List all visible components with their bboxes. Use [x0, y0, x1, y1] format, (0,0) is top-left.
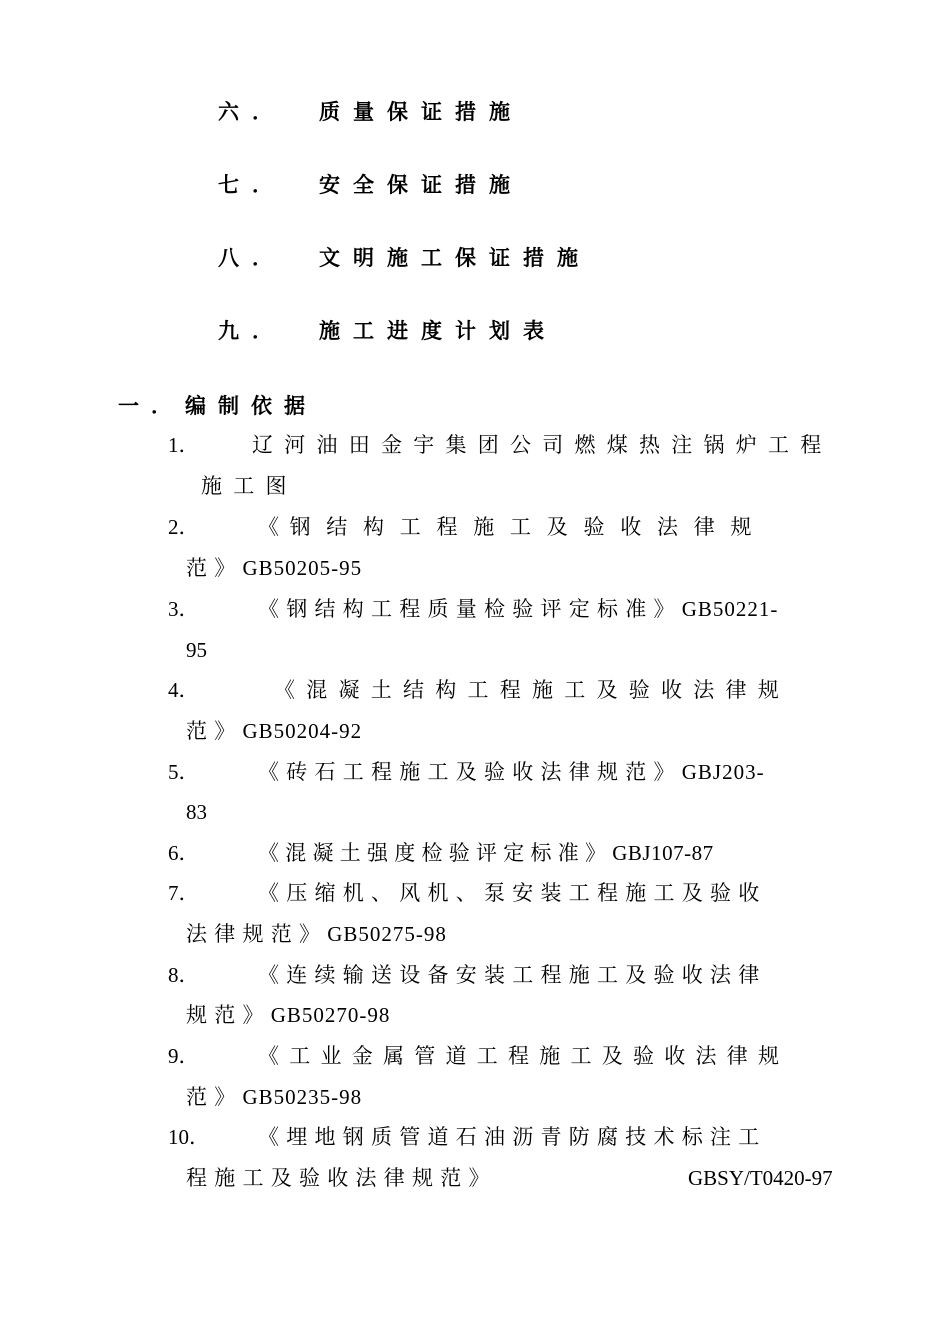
list-item-text-cont: 83 [186, 800, 207, 824]
list-item-text: 《 钢 结 构 工 程 施 工 及 验 收 法 律 规 [258, 515, 752, 539]
list-item-text: 《 混 凝 土 强 度 检 验 评 定 标 准 》 GBJ107-87 [258, 841, 714, 865]
list-item-text-cont: 范 》 GB50204-92 [186, 719, 363, 743]
list-item-text-cont: 施 工 图 [201, 474, 290, 498]
list-item-number: 5． [168, 760, 200, 784]
toc-number: 八． [218, 246, 286, 270]
toc-title: 文明施工保证措施 [319, 246, 591, 270]
list-item-text-cont: 规 范 》 GB50270-98 [186, 1003, 391, 1027]
list-item-text: 《 压 缩 机 、 风 机 、 泵 安 装 工 程 施 工 及 验 收 [258, 881, 761, 905]
section-title: 编制依据 [185, 394, 317, 418]
list-item-text: 《 工 业 金 属 管 道 工 程 施 工 及 验 收 法 律 规 [258, 1044, 782, 1068]
list-item-number: 2． [168, 515, 200, 539]
list-item-text-cont: 范 》 GB50205-95 [186, 556, 363, 580]
list-item-text-cont: 范 》 GB50235-98 [186, 1085, 363, 1109]
section-heading [118, 391, 317, 421]
list-item-number: 10． [168, 1125, 210, 1149]
list-item-text-cont: 95 [186, 638, 207, 662]
toc-title: 施工进度计划表 [319, 319, 557, 343]
list-item-number: 7． [168, 881, 200, 905]
section-number: 一． [118, 394, 184, 418]
list-item-number: 3． [168, 597, 200, 621]
list-item-code: GBSY/T0420-97 [688, 1166, 833, 1190]
toc-number: 九． [218, 319, 286, 343]
list-item-number: 8． [168, 963, 200, 987]
list-item-text: 《 混 凝 土 结 构 工 程 施 工 及 验 收 法 律 规 [274, 678, 782, 702]
toc-number: 六． [218, 100, 286, 124]
list-item-number: 1． [168, 433, 200, 457]
list-item-number: 4． [168, 678, 200, 702]
list-item-text: 《 埋 地 钢 质 管 道 石 油 沥 青 防 腐 技 术 标 注 工 [258, 1125, 761, 1149]
toc-number: 七． [218, 173, 286, 197]
list-item-text: 《 砖 石 工 程 施 工 及 验 收 法 律 规 范 》 GBJ203- [258, 760, 765, 784]
list-item-text: 《 连 续 输 送 设 备 安 装 工 程 施 工 及 验 收 法 律 [258, 963, 761, 987]
list-item-number: 6． [168, 841, 200, 865]
list-item-text: 辽 河 油 田 金 宇 集 团 公 司 燃 煤 热 注 锅 炉 工 程 [252, 433, 825, 457]
list-item-text-cont: 法 律 规 范 》 GB50275-98 [186, 922, 447, 946]
list-item-text-cont: 程 施 工 及 验 收 法 律 规 范 》 [186, 1166, 491, 1190]
list-item-number: 9． [168, 1044, 200, 1068]
toc-title: 安全保证措施 [319, 173, 523, 197]
list-item-text: 《 钢 结 构 工 程 质 量 检 验 评 定 标 准 》 GB50221- [258, 597, 779, 621]
toc-title: 质量保证措施 [319, 100, 523, 124]
